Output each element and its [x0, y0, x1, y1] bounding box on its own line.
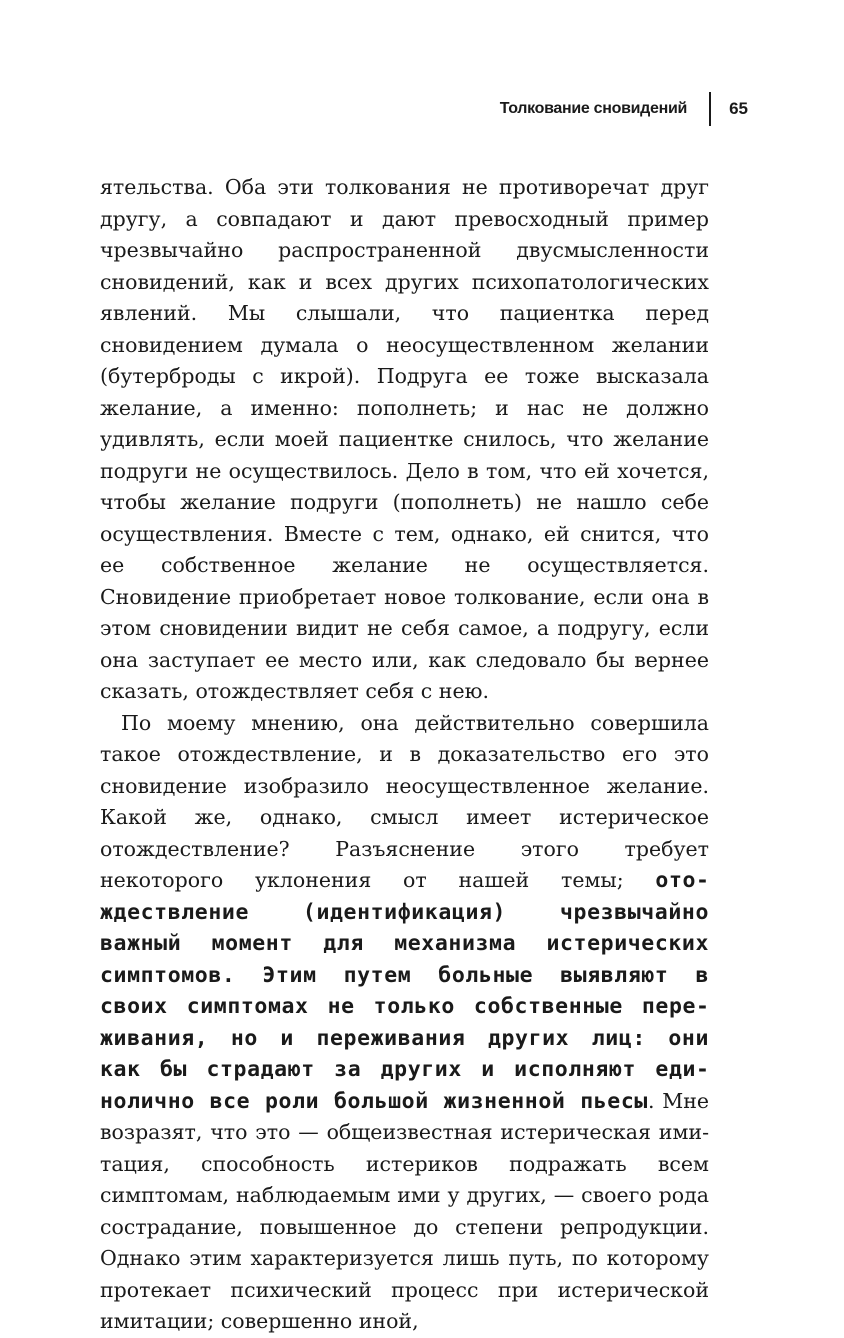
- paragraph-2-start: По моему мнению, она действительно совершила такое отождествление, и в доказательство его это сновидение изобразило неосуществленное желание. Какой же, однако, смысл имеет истерическое отождествление? Разъяснение этого требует некоторого уклонения от нашей темы;: [100, 710, 709, 892]
- header-divider: [709, 92, 711, 126]
- paragraph-1: ятельства. Оба эти толкования не противоречат друг другу, а совпадают и дают превосходный пример чрезвычайно распространенной двусмысленности сновидений, как и всех других психопатологических явлений. Мы слышали, что пациентка перед сновидением думала о неосуществленном желании (бутерброды с икрой). Подруга ее тоже высказала желание, а именно: пополнеть; и нас не должно удивлять, если моей пациентке снилось, что желание подруги не осуществилось. Дело в том, что ей хочется, чтобы желание подруги (пополнеть) не нашло себе осуществления. Вместе с тем, однако, ей снится, что ее собственное желание не осуществляется. Сновидение приобретает новое толкование, если она в этом сновидении видит не себя самое, а подругу, если она заступает ее место или, как следовало бы вернее сказать, отождествляет себя с нею.: [100, 175, 709, 703]
- emphasized-passage: отождествление (идентификация) чрезвычайно важный момент для механизма истерических симптомов. Этим путем больные выявляют в своих симптомах не только собственные переживания, но и переживания других лиц: они как бы страдают за других и исполняют единолично все роли большой жизненной пьесы: [100, 868, 709, 1114]
- paragraph-2-end: . Мне возразят, что это — общеизвестная истерическая имитация, способность истериков подражать всем симптомам, наблюдаемым ими у других, — своего рода сострадание, повышенное до степени репродукции. Однако этим характеризуется лишь путь, по которому протекает психический процесс при истерической имитации; совершенно иной,: [100, 1088, 709, 1333]
- paragraph-2: [100, 708, 709, 1338]
- page-header: [500, 92, 748, 126]
- running-title: Толкование сновидений: [499, 100, 688, 117]
- page-number: 65: [729, 99, 748, 118]
- body-text: [100, 172, 709, 1338]
